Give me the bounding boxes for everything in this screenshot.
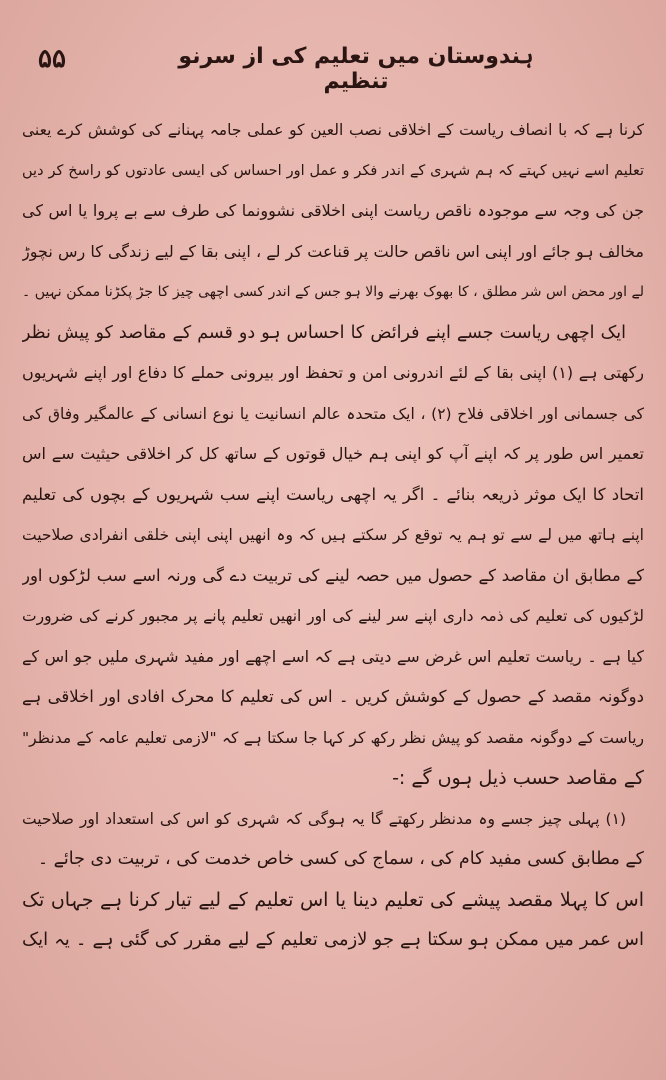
text-line: اتحاد کا ایک موثر ذریعہ بنائے ۔ اگر یہ اچھی ریاست اپنے سب شہریوں کے بچوں کی تعلیم: [22, 484, 644, 504]
page-number: ۵۵: [38, 44, 66, 74]
text-line: دوگونہ مقصد کے حصول کے کوشش کریں ۔ اس کی تعلیم کا محرک افادی اور اخلاقی ہے: [22, 687, 644, 706]
text-line: کے مطابق ان مقاصد کے حصول میں حصہ لینے کی تربیت دے گی ورنہ اسے سب لڑکوں اور: [22, 565, 644, 585]
text-line: کی جسمانی اور اخلاقی فلاح (۲) ، ایک متحدہ عالم انسانیت یا نوع انسانی کے عالمگیر وفاق کی: [22, 404, 644, 423]
text-line: لے اور محض اس شر مطلق ، کا بھوک بھرنے والا ہو جس کے اندر کسی اچھی چیز کا جڑ پکڑنا ممکن نہیں ۔: [22, 284, 644, 300]
text-line: کیا ہے ۔ ریاست تعلیم اس غرض سے دیتی ہے کہ اسے اچھے اور مفید شہری ملیں جو اس کے: [22, 646, 644, 666]
text-line: کرنا ہے کہ با انصاف ریاست کے اخلاقی نصب العین کو عملی جامہ پہنانے کی کوشش کرے یعنی: [22, 121, 644, 139]
page-body: [22, 110, 644, 961]
text-line: لڑکیوں کی تعلیم کی ذمہ داری اپنے سر لینے کی اور انھیں تعلیم پانے پر مجبور کرنے کی ضرورت: [22, 607, 644, 625]
text-line: تعلیم اسے نہیں کہتے کہ ہم شہری کے اندر فکر و عمل اور احساس کی ایسی عادتوں کو راسخ کر دیں: [22, 162, 644, 179]
text-line: کے مقاصد حسب ذیل ہوں گے :-: [392, 767, 644, 789]
text-line: رکھتی ہے (۱) اپنی بقا کے لئے اندرونی امن و تحفظ اور بیرونی حملے کا دفاع اور اپنے شہریوں: [22, 363, 644, 382]
running-title: ہندوستان میں تعلیم کی از سرنو تنظیم: [178, 44, 534, 94]
text-line: (۱) پہلی چیز جسے وہ مدنظر رکھتے گا یہ ہوگی کہ شہری کو اس کی استعداد اور صلاحیت: [22, 809, 626, 828]
text-line: کے مطابق کسی مفید کام کی ، سماج کی کسی خاص خدمت کی ، تربیت دی جائے ۔: [37, 849, 644, 869]
text-line: ایک اچھی ریاست جسے اپنے فرائض کا احساس ہو دو قسم کے مقاصد کو پیش نظر: [22, 322, 626, 343]
text-line: اپنے ہاتھ میں لے سے تو ہم یہ توقع کر سکتے ہیں کہ وہ انھیں اپنی اپنی خلقی انفرادی صلاحیت: [22, 526, 644, 544]
text-line: ریاست کے دوگونہ مقصد کو پیش نظر رکھ کر کہا جا سکتا ہے کہ "لازمی تعلیم عامہ کے مدنظر": [22, 728, 644, 747]
text-line: جن کی وجہ سے موجودہ ناقص ریاست اپنی اخلاقی نشوونما کی طرف سے بے پروا یا اس کی: [22, 201, 644, 220]
page-header: [30, 40, 626, 94]
text-line: اس عمر میں ممکن ہو سکتا ہے جو لازمی تعلیم کے لیے مقرر کی گئی ہے ۔ یہ ایک: [22, 929, 644, 950]
text-line: تعمیر اس طور پر کہ اپنے آپ کو اپنی ہم خیال قوتوں کے ساتھ کل کر اخلاقی حیثیت سے اس: [22, 444, 644, 463]
text-line: اس کا پہلا مقصد پیشے کی تعلیم دینا یا اس تعلیم کے لیے تیار کرنا ہے جہاں تک: [22, 888, 644, 911]
text-line: مخالف ہو جائے اور اپنی اس ناقص حالت پر قناعت کر لے ، اپنی بقا کے لیے زندگی کا رس نچوڑ: [22, 241, 644, 261]
